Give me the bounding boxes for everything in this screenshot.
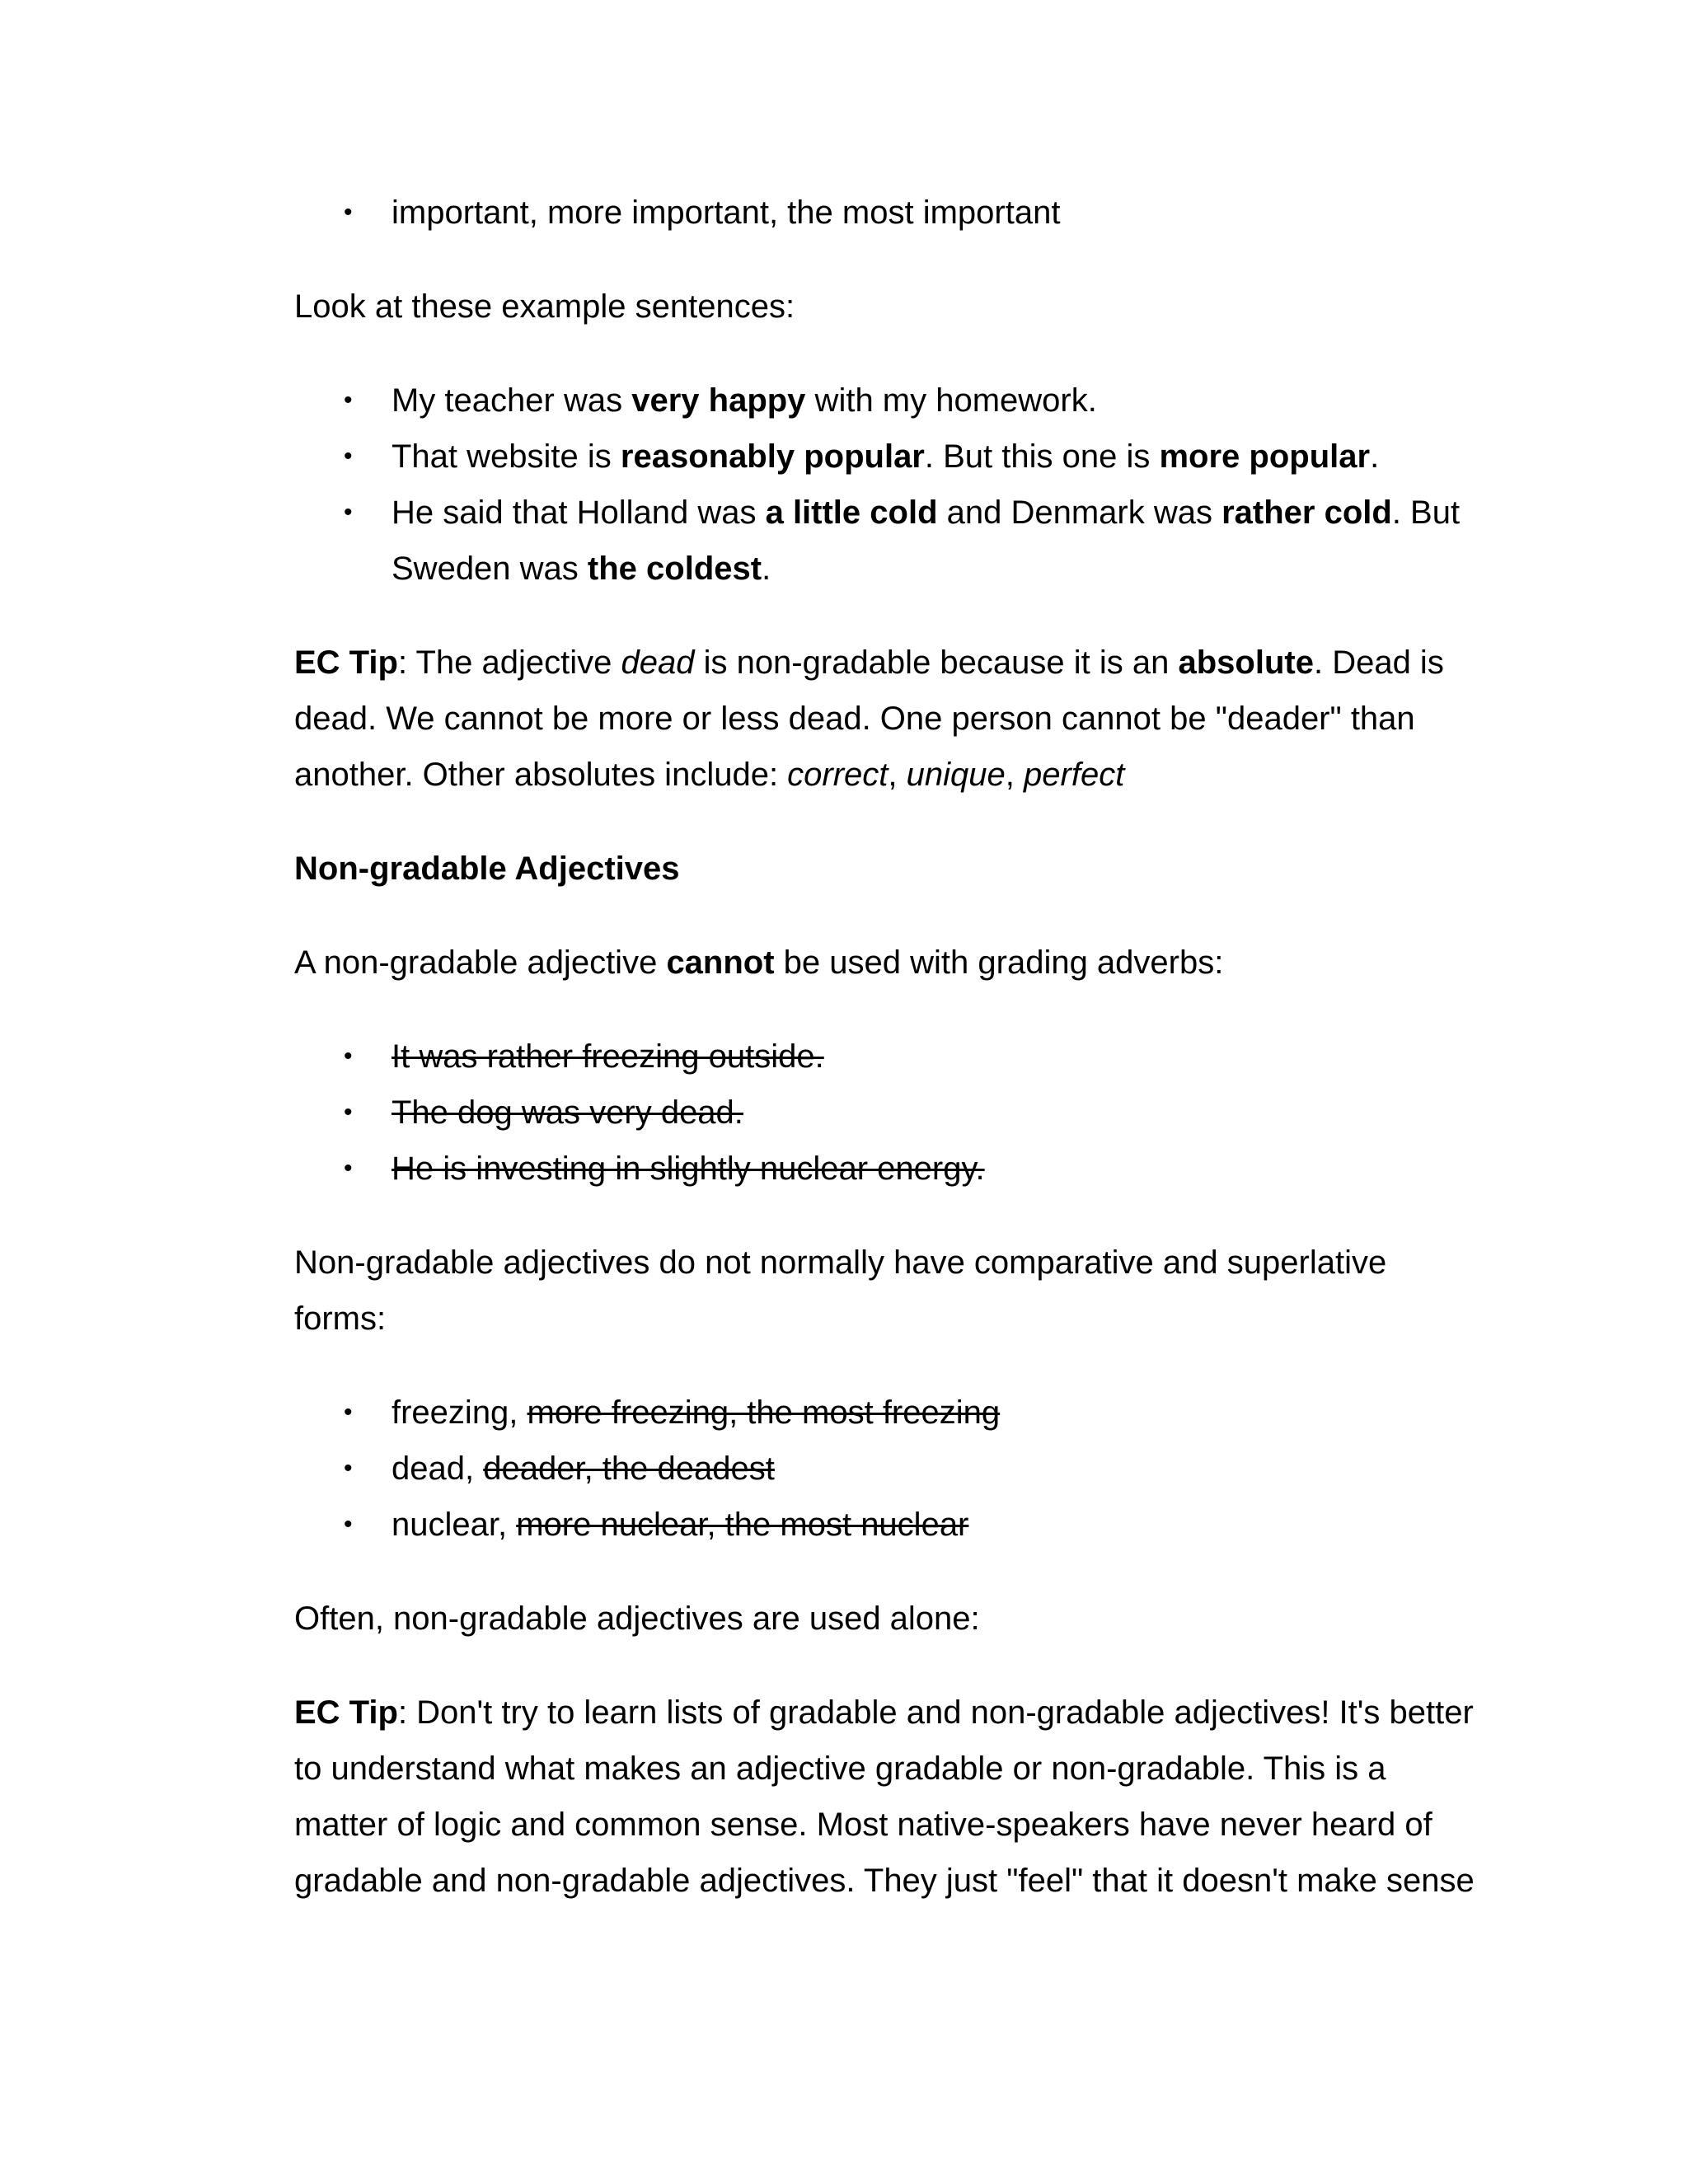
list-item: • nuclear, more nuclear, the most nuclear (294, 1497, 1481, 1553)
list-item: • He said that Holland was a little cold and Denmark was rather cold. But Sweden was the coldest. (294, 485, 1481, 597)
list-item: • freezing, more freezing, the most freezing (294, 1385, 1481, 1441)
bullet: • (344, 443, 353, 470)
alone-paragraph: Often, non-gradable adjectives are used alone: (294, 1601, 980, 1637)
forms-list (294, 1385, 1481, 1553)
list-item: • My teacher was very happy with my homework. (294, 373, 1481, 429)
ec-tip-paragraph-2: EC Tip: Don't try to learn lists of gradable and non-gradable adjectives! It's better to understand what makes an adjective gradable or non-gradable. This is a matter of logic and common sense. Most native-speakers have never heard of gradable and non-gradable adjectives. They just "feel" that it doesn't make sense (294, 1694, 1475, 1899)
list-item: • dead, deader, the deadest (294, 1441, 1481, 1497)
bullet: • (344, 1043, 353, 1070)
bullet: • (344, 387, 353, 414)
bullet: • (344, 1099, 353, 1126)
nongradable-paragraph: A non-gradable adjective cannot be used with grading adverbs: (294, 944, 1224, 981)
list-item: • It was rather freezing outside. (294, 1029, 1481, 1085)
bullet: • (344, 1155, 353, 1182)
ec-tip-label: EC Tip (294, 644, 398, 681)
wrong-example-list (294, 1029, 1481, 1197)
bullet: • (344, 1399, 353, 1426)
bullet: • (344, 199, 353, 226)
intro-paragraph: Look at these example sentences: (294, 288, 795, 325)
list-item: • The dog was very dead. (294, 1085, 1481, 1141)
example-list (294, 373, 1481, 597)
list-item: • He is investing in slightly nuclear energy. (294, 1141, 1481, 1197)
forms-paragraph: Non-gradable adjectives do not normally have comparative and superlative forms: (294, 1244, 1387, 1337)
ec-tip-label: EC Tip (294, 1694, 398, 1731)
document-page (294, 185, 1481, 1947)
bullet: • (344, 1455, 353, 1482)
list-item: • That website is reasonably popular. But this one is more popular. (294, 429, 1481, 485)
bullet: • (344, 499, 353, 526)
section-heading: Non-gradable Adjectives (294, 851, 680, 887)
list-item: • important, more important, the most important (294, 185, 1481, 241)
ec-tip-paragraph: EC Tip: The adjective dead is non-gradable because it is an absolute. Dead is dead. We cannot be more or less dead. One person cannot be "deader" than another. Other absolutes include: correct, unique, perfect (294, 644, 1444, 793)
degree-list (294, 185, 1481, 241)
bullet: • (344, 1511, 353, 1538)
